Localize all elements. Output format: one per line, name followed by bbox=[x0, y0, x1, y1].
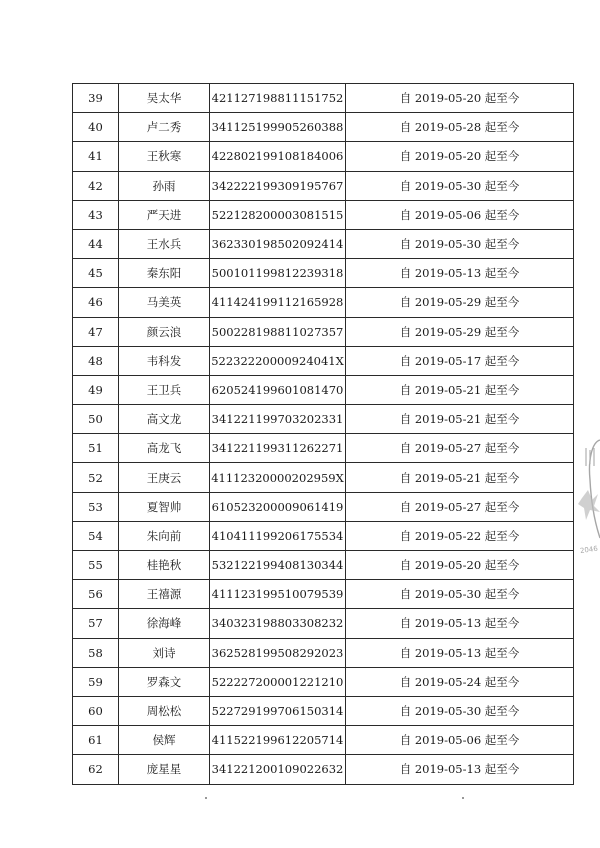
id-number-cell: 500228198811027357 bbox=[210, 317, 346, 346]
id-number-cell: 52232220000924041X bbox=[210, 346, 346, 375]
name-cell: 王卫兵 bbox=[119, 375, 210, 404]
name-cell: 夏智帅 bbox=[119, 492, 210, 521]
period-cell: 自 2019-05-22 起至今 bbox=[346, 521, 574, 550]
period-cell: 自 2019-05-29 起至今 bbox=[346, 317, 574, 346]
table-row bbox=[73, 434, 574, 463]
table-row bbox=[73, 551, 574, 580]
table-row bbox=[73, 113, 574, 142]
row-number-cell: 56 bbox=[73, 580, 119, 609]
id-number-cell: 362330198502092414 bbox=[210, 229, 346, 258]
row-number-cell: 58 bbox=[73, 638, 119, 667]
table-row bbox=[73, 259, 574, 288]
table-row bbox=[73, 229, 574, 258]
id-number-cell: 341221200109022632 bbox=[210, 755, 346, 784]
table-row bbox=[73, 696, 574, 725]
table-row bbox=[73, 667, 574, 696]
period-cell: 自 2019-05-17 起至今 bbox=[346, 346, 574, 375]
id-number-cell: 341221199703202331 bbox=[210, 405, 346, 434]
id-number-cell: 411424199112165928 bbox=[210, 288, 346, 317]
row-number-cell: 55 bbox=[73, 551, 119, 580]
name-cell: 王秋寒 bbox=[119, 142, 210, 171]
id-number-cell: 500101199812239318 bbox=[210, 259, 346, 288]
table-row bbox=[73, 726, 574, 755]
name-cell: 徐海峰 bbox=[119, 609, 210, 638]
row-number-cell: 40 bbox=[73, 113, 119, 142]
row-number-cell: 51 bbox=[73, 434, 119, 463]
id-number-cell: 522729199706150314 bbox=[210, 696, 346, 725]
id-number-cell: 41112320000202959X bbox=[210, 463, 346, 492]
period-cell: 自 2019-05-13 起至今 bbox=[346, 259, 574, 288]
name-cell: 韦科发 bbox=[119, 346, 210, 375]
row-number-cell: 54 bbox=[73, 521, 119, 550]
period-cell: 自 2019-05-24 起至今 bbox=[346, 667, 574, 696]
name-cell: 桂艳秋 bbox=[119, 551, 210, 580]
scan-speck bbox=[205, 797, 207, 799]
period-cell: 自 2019-05-30 起至今 bbox=[346, 171, 574, 200]
table-row bbox=[73, 609, 574, 638]
period-cell: 自 2019-05-30 起至今 bbox=[346, 580, 574, 609]
name-cell: 王禧源 bbox=[119, 580, 210, 609]
row-number-cell: 62 bbox=[73, 755, 119, 784]
table-row bbox=[73, 200, 574, 229]
id-number-cell: 341125199905260388 bbox=[210, 113, 346, 142]
period-cell: 自 2019-05-30 起至今 bbox=[346, 229, 574, 258]
name-cell: 孙雨 bbox=[119, 171, 210, 200]
row-number-cell: 46 bbox=[73, 288, 119, 317]
name-cell: 高龙飞 bbox=[119, 434, 210, 463]
name-cell: 庞星星 bbox=[119, 755, 210, 784]
svg-text:2046: 2046 bbox=[579, 544, 599, 556]
name-cell: 颜云浪 bbox=[119, 317, 210, 346]
roster-table-body bbox=[73, 84, 574, 785]
period-cell: 自 2019-05-30 起至今 bbox=[346, 696, 574, 725]
id-number-cell: 342222199309195767 bbox=[210, 171, 346, 200]
table-row bbox=[73, 580, 574, 609]
period-cell: 自 2019-05-20 起至今 bbox=[346, 551, 574, 580]
seal-stamp-fragment bbox=[578, 420, 600, 570]
period-cell: 自 2019-05-13 起至今 bbox=[346, 638, 574, 667]
name-cell: 高文龙 bbox=[119, 405, 210, 434]
period-cell: 自 2019-05-06 起至今 bbox=[346, 726, 574, 755]
table-row bbox=[73, 638, 574, 667]
table-row bbox=[73, 492, 574, 521]
row-number-cell: 57 bbox=[73, 609, 119, 638]
name-cell: 朱向前 bbox=[119, 521, 210, 550]
period-cell: 自 2019-05-28 起至今 bbox=[346, 113, 574, 142]
period-cell: 自 2019-05-21 起至今 bbox=[346, 375, 574, 404]
row-number-cell: 42 bbox=[73, 171, 119, 200]
row-number-cell: 47 bbox=[73, 317, 119, 346]
name-cell: 王庚云 bbox=[119, 463, 210, 492]
row-number-cell: 44 bbox=[73, 229, 119, 258]
name-cell: 刘诗 bbox=[119, 638, 210, 667]
roster-table bbox=[72, 83, 574, 785]
id-number-cell: 421127198811151752 bbox=[210, 84, 346, 113]
id-number-cell: 522128200003081515 bbox=[210, 200, 346, 229]
row-number-cell: 49 bbox=[73, 375, 119, 404]
id-number-cell: 411123199510079539 bbox=[210, 580, 346, 609]
id-number-cell: 362528199508292023 bbox=[210, 638, 346, 667]
name-cell: 周松松 bbox=[119, 696, 210, 725]
period-cell: 自 2019-05-13 起至今 bbox=[346, 755, 574, 784]
row-number-cell: 48 bbox=[73, 346, 119, 375]
table-row bbox=[73, 171, 574, 200]
id-number-cell: 411522199612205714 bbox=[210, 726, 346, 755]
row-number-cell: 53 bbox=[73, 492, 119, 521]
table-row bbox=[73, 288, 574, 317]
table-row bbox=[73, 346, 574, 375]
id-number-cell: 610523200009061419 bbox=[210, 492, 346, 521]
row-number-cell: 60 bbox=[73, 696, 119, 725]
row-number-cell: 41 bbox=[73, 142, 119, 171]
name-cell: 马美英 bbox=[119, 288, 210, 317]
id-number-cell: 422802199108184006 bbox=[210, 142, 346, 171]
name-cell: 王水兵 bbox=[119, 229, 210, 258]
table-row bbox=[73, 375, 574, 404]
row-number-cell: 61 bbox=[73, 726, 119, 755]
period-cell: 自 2019-05-20 起至今 bbox=[346, 142, 574, 171]
id-number-cell: 340323198803308232 bbox=[210, 609, 346, 638]
row-number-cell: 43 bbox=[73, 200, 119, 229]
table-row bbox=[73, 755, 574, 784]
name-cell: 罗森文 bbox=[119, 667, 210, 696]
period-cell: 自 2019-05-13 起至今 bbox=[346, 609, 574, 638]
period-cell: 自 2019-05-27 起至今 bbox=[346, 492, 574, 521]
id-number-cell: 410411199206175534 bbox=[210, 521, 346, 550]
id-number-cell: 620524199601081470 bbox=[210, 375, 346, 404]
row-number-cell: 50 bbox=[73, 405, 119, 434]
period-cell: 自 2019-05-21 起至今 bbox=[346, 405, 574, 434]
name-cell: 吴太华 bbox=[119, 84, 210, 113]
name-cell: 侯辉 bbox=[119, 726, 210, 755]
name-cell: 秦东阳 bbox=[119, 259, 210, 288]
period-cell: 自 2019-05-21 起至今 bbox=[346, 463, 574, 492]
table-row bbox=[73, 521, 574, 550]
name-cell: 卢二秀 bbox=[119, 113, 210, 142]
id-number-cell: 341221199311262271 bbox=[210, 434, 346, 463]
table-row bbox=[73, 317, 574, 346]
period-cell: 自 2019-05-06 起至今 bbox=[346, 200, 574, 229]
scan-speck bbox=[462, 797, 464, 799]
id-number-cell: 522227200001221210 bbox=[210, 667, 346, 696]
row-number-cell: 39 bbox=[73, 84, 119, 113]
table-row bbox=[73, 463, 574, 492]
table-row bbox=[73, 405, 574, 434]
row-number-cell: 45 bbox=[73, 259, 119, 288]
period-cell: 自 2019-05-29 起至今 bbox=[346, 288, 574, 317]
name-cell: 严天进 bbox=[119, 200, 210, 229]
period-cell: 自 2019-05-27 起至今 bbox=[346, 434, 574, 463]
id-number-cell: 532122199408130344 bbox=[210, 551, 346, 580]
period-cell: 自 2019-05-20 起至今 bbox=[346, 84, 574, 113]
table-row bbox=[73, 84, 574, 113]
row-number-cell: 59 bbox=[73, 667, 119, 696]
row-number-cell: 52 bbox=[73, 463, 119, 492]
table-row bbox=[73, 142, 574, 171]
